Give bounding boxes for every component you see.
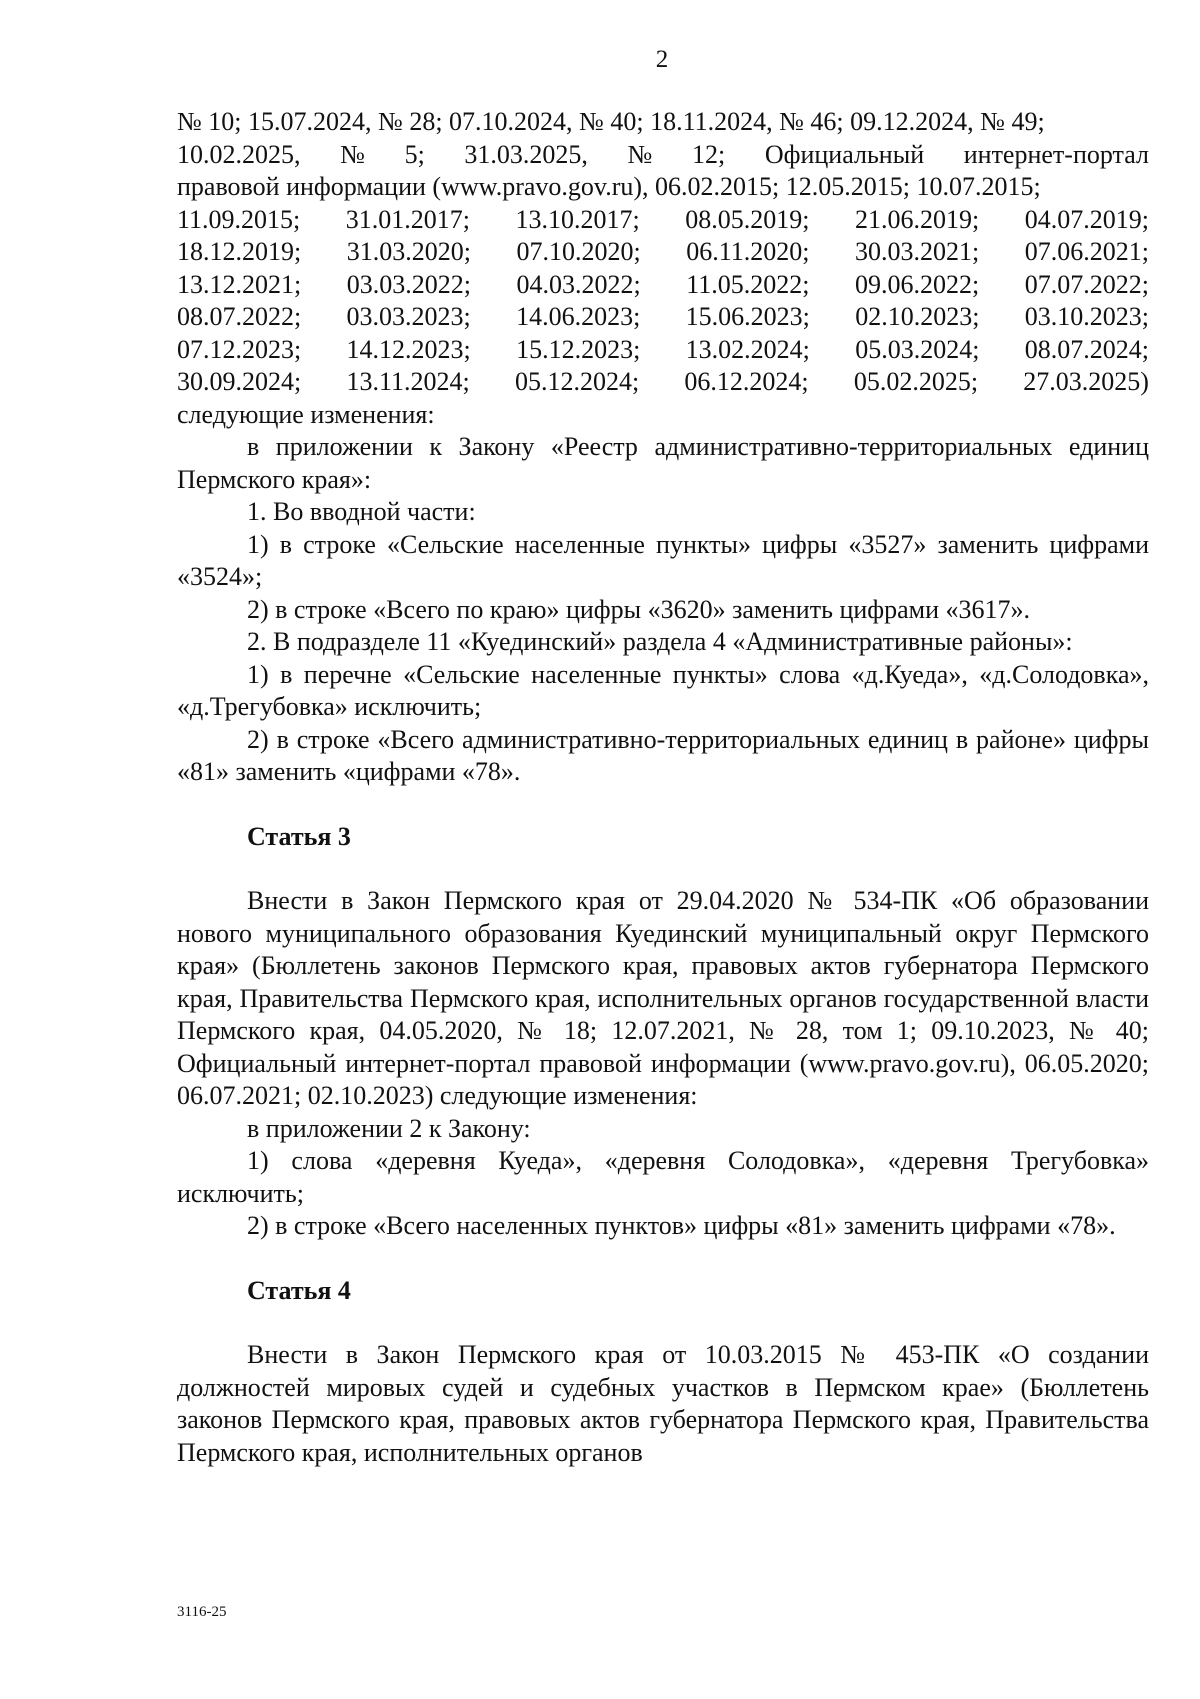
article-heading: Статья 3 [247, 821, 351, 851]
spacer [177, 853, 1149, 885]
date-cell: 05.03.2024; [855, 334, 980, 364]
article-paragraph: 2) в строке «Всего населенных пунктов» цифры «81» заменить цифрами «78». [247, 1211, 1116, 1240]
date-cell: 05.12.2024; [514, 367, 640, 396]
date-cell: 04.03.2022; [516, 269, 641, 299]
date-cell: 07.07.2022; [1024, 269, 1149, 299]
date-cell: 14.12.2023; [346, 334, 471, 364]
date-cell: 07.12.2023; [177, 334, 302, 364]
date-cell: 07.06.2021; [1024, 237, 1149, 266]
date-cell: 08.07.2022; [177, 302, 302, 331]
date-cell: 08.07.2024; [1024, 334, 1149, 364]
amendment-paragraph: 2) в строке «Всего по краю» цифры «3620» заменить цифрами «3617». [247, 594, 1031, 624]
intro-line-word: 10.02.2025, [177, 139, 301, 169]
date-cell: 27.03.2025) [1023, 367, 1149, 396]
date-row [177, 236, 1149, 269]
date-row [177, 269, 1149, 302]
date-cell: 03.03.2023; [346, 302, 471, 331]
intro-line-text: правовой информации (www.pravo.gov.ru), 06.02.2015; 12.05.2015; 10.07.2015; [177, 172, 1041, 201]
amendment-paragraph: в приложении к Закону «Реестр административно-территориальных единиц Пермского края»: [177, 432, 1149, 494]
date-cell: 13.12.2021; [177, 269, 302, 299]
date-cell: 30.09.2024; [177, 367, 302, 396]
date-cell: 09.06.2022; [854, 269, 980, 299]
date-cell: 13.02.2024; [685, 334, 810, 364]
date-cell: 21.06.2019; [854, 204, 980, 234]
date-cell: 15.06.2023; [685, 302, 810, 331]
date-cell: 03.10.2023; [1024, 302, 1149, 331]
article-paragraph: Внести в Закон Пермского края от 29.04.2020 № 534-ПК «Об образовании нового муниципального образования Куединский муниципальный округ Пермского края» (Бюллетень законов Пермского края, правовых актов губернатора Пермского края, Правительства Пермского края, исполнительных органов государственной власти Пермского края, 04.05.2020, № 18; 12.07.2021, № 28, том 1; 09.10.2023, № 40; Официальный интернет-портал правовой информации (www.pravo.gov.ru), 06.05.2020; 06.07.2021; 02.10.2023) следующие изменения: [177, 886, 1149, 1110]
date-cell: 11.09.2015; [177, 204, 301, 234]
amendment-paragraph: 1) в строке «Сельские населенные пункты» цифры «3527» заменить цифрами «3524»; [177, 529, 1149, 591]
date-cell: 02.10.2023; [855, 302, 980, 331]
intro-line [177, 139, 1149, 172]
spacer [177, 1307, 1149, 1339]
date-cell: 13.11.2024; [346, 367, 470, 396]
date-cell: 05.02.2025; [853, 367, 979, 396]
date-row [177, 301, 1149, 334]
intro-line-word: № [340, 139, 365, 169]
intro-line-word: 31.03.2025, [464, 139, 588, 169]
intro-line-word: 12; [691, 139, 726, 169]
date-row [177, 366, 1149, 399]
date-row [177, 334, 1149, 367]
intro-line-text: № 10; 15.07.2024, № 28; 07.10.2024, № 40; 18.11.2024, № 46; 09.12.2024, № 49; [177, 107, 1045, 136]
date-cell: 31.03.2020; [346, 237, 471, 266]
document-body [177, 106, 1149, 1469]
amendment-paragraph: 2. В подразделе 11 «Куединский» раздела 4 «Административные районы»: [247, 627, 1073, 656]
date-cell: 06.12.2024; [684, 367, 809, 396]
date-cell: 08.05.2019; [685, 204, 810, 234]
date-cell: 03.03.2022; [346, 269, 471, 299]
intro-line-word: 5; [404, 139, 425, 169]
intro-line [177, 106, 1149, 139]
intro-tail: следующие изменения: [177, 399, 435, 429]
date-cell: 14.06.2023; [516, 302, 641, 331]
date-row [177, 204, 1149, 237]
date-cell: 06.11.2020; [686, 237, 810, 266]
article-paragraph: в приложении 2 к Закону: [247, 1113, 531, 1143]
article-paragraph: 1) слова «деревня Куеда», «деревня Солодовка», «деревня Трегубовка» исключить; [177, 1146, 1149, 1208]
date-cell: 07.10.2020; [516, 237, 641, 266]
intro-block [177, 106, 1149, 431]
intro-line-word: интернет-портал [963, 139, 1149, 169]
article-4 [177, 1275, 1149, 1470]
amendment-paragraph: 2) в строке «Всего административно-территориальных единиц в районе» цифры «81» заменить «цифрами «78». [177, 724, 1149, 786]
intro-line [177, 171, 1149, 204]
document-code: 3116-25 [177, 1604, 227, 1620]
date-cell: 18.12.2019; [177, 237, 302, 266]
article-3 [177, 821, 1149, 1243]
date-cell: 04.07.2019; [1024, 204, 1149, 234]
amendment-paragraph: 1. Во вводной части: [247, 497, 476, 526]
date-cell: 15.12.2023; [516, 334, 641, 364]
date-cell: 31.01.2017; [345, 204, 470, 234]
date-cell: 11.05.2022; [686, 269, 810, 299]
article-2-changes [177, 431, 1149, 789]
intro-line-word: Официальный [764, 139, 925, 169]
page-number: 2 [655, 46, 669, 73]
article-heading: Статья 4 [247, 1275, 351, 1305]
amendment-paragraph: 1) в перечне «Сельские населенные пункты» слова «д.Куеда», «д.Солодовка», «д.Трегубовка» исключить; [177, 659, 1149, 721]
intro-line-word: № [627, 139, 653, 169]
date-cell: 13.10.2017; [515, 204, 640, 234]
date-cell: 30.03.2021; [854, 237, 980, 266]
article-paragraph: Внести в Закон Пермского края от 10.03.2015 № 453-ПК «О создании должностей мировых судей и судебных участков в Пермском крае» (Бюллетень законов Пермского края, правовых актов губернатора Пермского края, Правительства Пермского края, исполнительных органов [177, 1340, 1149, 1467]
